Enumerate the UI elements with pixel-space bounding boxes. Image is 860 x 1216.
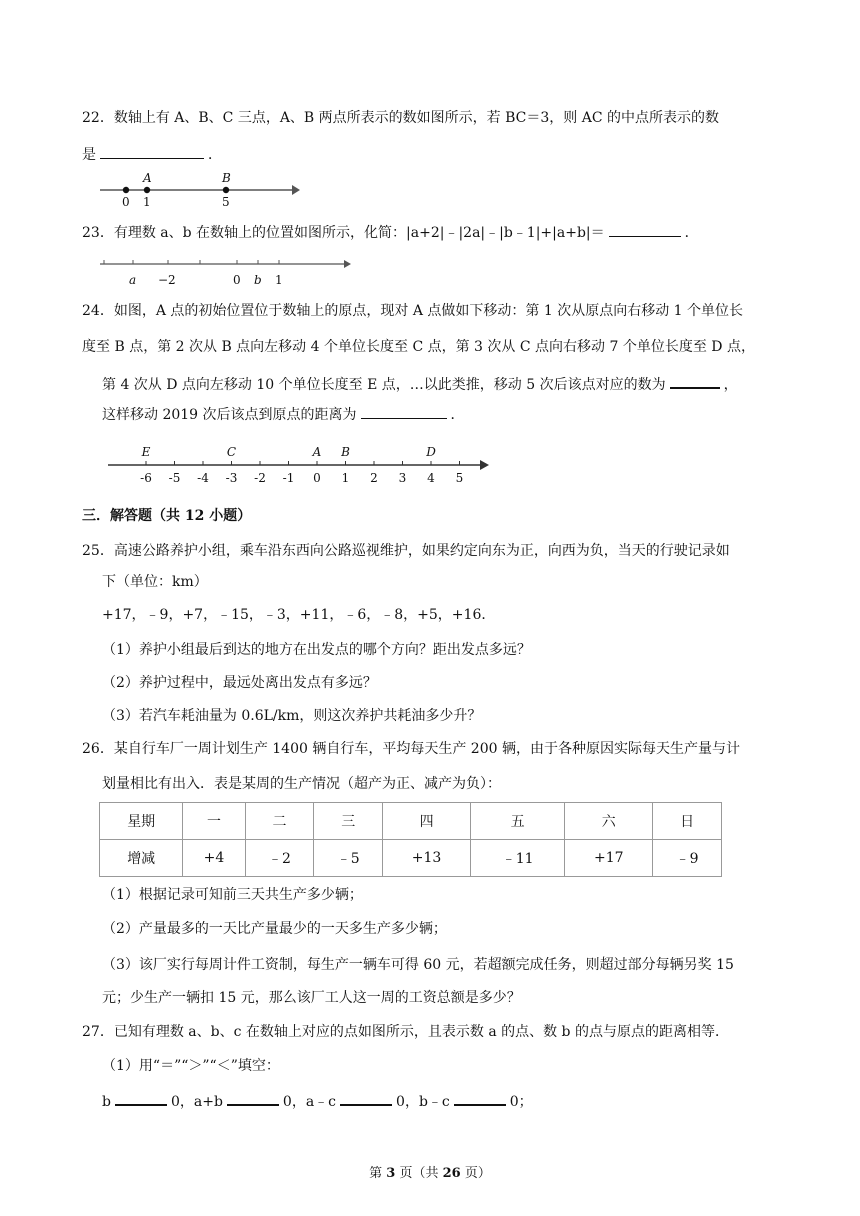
- q24-answer-blank-2[interactable]: [361, 404, 447, 419]
- q22-label-a: A: [143, 171, 152, 185]
- q23-number-line-svg: [100, 254, 352, 288]
- footer-pre: 第: [369, 1166, 383, 1181]
- footer-post: 页）: [464, 1166, 491, 1181]
- q24-tick-label: 5: [455, 471, 464, 485]
- q23-line: [82, 222, 782, 243]
- footer-page-number: 3: [386, 1166, 396, 1181]
- q25-sub2: （2）养护过程中，最远处离出发点有多远？: [102, 675, 377, 691]
- q27-fill-b-minus-c: 0，b﹣c: [396, 1094, 450, 1110]
- q23-label-a: a: [129, 273, 137, 287]
- q22-point-a: [144, 187, 150, 193]
- table-cell: ﹣2: [245, 840, 314, 877]
- q27-blank-2[interactable]: [227, 1090, 279, 1106]
- table-cell: 一: [183, 803, 245, 840]
- q22-point-zero: [123, 187, 129, 193]
- q24-tick-label: 4: [427, 471, 435, 485]
- q24-tick-label: -5: [168, 471, 181, 485]
- table-cell: +13: [383, 840, 471, 877]
- q25-line2: 下（单位：km）: [102, 574, 208, 590]
- table-cell: ﹣11: [470, 840, 564, 877]
- q24-line3-end: ，: [723, 377, 738, 393]
- q24-answer-blank-1[interactable]: [670, 373, 720, 389]
- q24-point-label: D: [426, 445, 436, 459]
- q27-fill-a-minus-c: 0，a﹣c: [282, 1094, 337, 1110]
- q23-answer-blank[interactable]: [609, 222, 681, 237]
- q26-sub2: （2）产量最多的一天比产量最少的一天多生产多少辆；: [102, 921, 447, 937]
- q27-sub1: （1）用“＝”“＞”“＜”填空：: [102, 1058, 280, 1074]
- q23-label-neg2: −2: [158, 273, 176, 287]
- q27-fill-b: b: [102, 1094, 111, 1110]
- table-cell: 四: [383, 803, 471, 840]
- table-cell: 二: [245, 803, 314, 840]
- q26-sub3-line2: 元；少生产一辆扣 15 元，那么该厂工人这一周的工资总额是多少？: [102, 990, 521, 1006]
- table-cell: 日: [653, 803, 722, 840]
- q24-line4-text: 这样移动 2019 次后该点到原点的距离为: [102, 407, 357, 423]
- q26-line2: 划量相比有出入．表是某周的生产情况（超产为正、减产为负）：: [102, 776, 501, 792]
- production-table-header-row: [100, 803, 722, 840]
- q24-point-label: A: [312, 445, 322, 459]
- table-cell: 增减: [100, 840, 183, 877]
- production-table-data-row: [100, 840, 722, 877]
- table-cell: ﹣5: [314, 840, 383, 877]
- q24-tick-label: -4: [197, 471, 209, 485]
- table-cell: 六: [565, 803, 653, 840]
- q23-label-0: 0: [233, 273, 241, 287]
- q23-text: 23．有理数 a、b 在数轴上的位置如图所示，化简：|a+2|﹣|2a|﹣|b﹣1|+|a+b|＝: [82, 225, 605, 241]
- q24-point-label: C: [226, 445, 237, 459]
- q27-line1: 27．已知有理数 a、b、c 在数轴上对应的点如图所示，且表示数 a 的点、数 b 的点与原点的距离相等．: [82, 1024, 729, 1040]
- q22-number-line-svg: [100, 170, 300, 210]
- q23-label-b: b: [254, 273, 262, 287]
- q22-line1: 22．数轴上有 A、B、C 三点，A、B 两点所表示的数如图所示，若 BC＝3，则 AC 的中点所表示的数: [82, 110, 720, 126]
- q24-number-line: [108, 440, 490, 488]
- q25-sub3: （3）若汽车耗油量为 0.6L/km，则这次养护共耗油多少升？: [102, 708, 482, 724]
- table-cell: 五: [470, 803, 564, 840]
- q24-point-label: B: [341, 445, 350, 459]
- table-cell: ﹣9: [653, 840, 722, 877]
- q24-tick-label: -6: [140, 471, 152, 485]
- q24-point-label: E: [141, 445, 151, 459]
- q24-tick-label: 1: [341, 471, 350, 485]
- q24-line1: 24．如图，A 点的初始位置位于数轴上的原点，现对 A 点做如下移动：第 1 次从原点向右移动 1 个单位长: [82, 303, 743, 319]
- q22-tick-5: 5: [222, 195, 230, 209]
- q22-tick-1: 1: [143, 195, 151, 209]
- q24-number-line-svg: [108, 440, 490, 488]
- q25-sub1: （1）养护小组最后到达的地方在出发点的哪个方向？距出发点多远？: [102, 642, 531, 658]
- q24-line4-end: ．: [450, 407, 465, 423]
- table-cell: +4: [183, 840, 245, 877]
- q22-tick-0: 0: [122, 195, 130, 209]
- footer-mid: 页（共: [399, 1166, 439, 1181]
- q27-fill-a-plus-b: 0，a+b: [170, 1094, 223, 1110]
- q25-data: +17，﹣9，+7，﹣15，﹣3，+11，﹣6，﹣8，+5，+16．: [102, 607, 496, 623]
- q27-blank-3[interactable]: [340, 1090, 392, 1106]
- table-cell: +17: [565, 840, 653, 877]
- section-3-heading: 三．解答题（共 12 小题）: [82, 508, 252, 524]
- q24-tick-label: 2: [370, 471, 378, 485]
- production-table: [99, 802, 722, 877]
- table-cell: 三: [314, 803, 383, 840]
- q27-fill-end: 0；: [509, 1094, 533, 1110]
- q24-tick-label: -1: [282, 471, 295, 485]
- q24-tick-label: -3: [225, 471, 238, 485]
- q24-tick-label: 3: [398, 471, 407, 485]
- q23-label-1: 1: [275, 273, 283, 287]
- q22-point-b: [223, 187, 229, 193]
- q26-sub1: （1）根据记录可知前三天共生产多少辆；: [102, 887, 363, 903]
- q24-line2: 度至 B 点，第 2 次从 B 点向左移动 4 个单位长度至 C 点，第 3 次从 C 点向右移动 7 个单位长度至 D 点，: [82, 339, 755, 355]
- q23-number-line: [100, 254, 352, 288]
- q27-blank-1[interactable]: [115, 1090, 167, 1106]
- q27-blank-4[interactable]: [454, 1090, 506, 1106]
- q22-label-b: B: [222, 171, 231, 185]
- table-cell: 星期: [100, 803, 183, 840]
- q22-line2: [82, 144, 782, 165]
- q24-tick-label: -2: [254, 471, 266, 485]
- q24-tick-label: 0: [313, 471, 321, 485]
- q24-line4: [102, 404, 802, 425]
- q22-line2-start: 是: [82, 147, 96, 163]
- q22-answer-blank[interactable]: [100, 144, 204, 159]
- q24-line3: [102, 373, 802, 395]
- q22-number-line: [100, 170, 300, 210]
- q22-line2-end: ．: [208, 147, 222, 163]
- q24-line3-text: 第 4 次从 D 点向左移动 10 个单位长度至 E 点，…以此类推，移动 5 次后该点对应的数为: [102, 377, 666, 393]
- q26-line1: 26．某自行车厂一周计划生产 1400 辆自行车，平均每天生产 200 辆，由于各种原因实际每天生产量与计: [82, 741, 740, 757]
- q26-sub3-line1: （3）该厂实行每周计件工资制，每生产一辆车可得 60 元，若超额完成任务，则超过部分每辆另奖 15: [102, 957, 734, 973]
- q25-line1: 25．高速公路养护小组，乘车沿东西向公路巡视维护，如果约定向东为正，向西为负，当天的行驶记录如: [82, 543, 730, 559]
- q23-end: ．: [684, 225, 699, 241]
- q27-fill-line: [102, 1090, 802, 1112]
- footer-total-pages: 26: [442, 1166, 461, 1181]
- page-footer: [0, 1162, 860, 1181]
